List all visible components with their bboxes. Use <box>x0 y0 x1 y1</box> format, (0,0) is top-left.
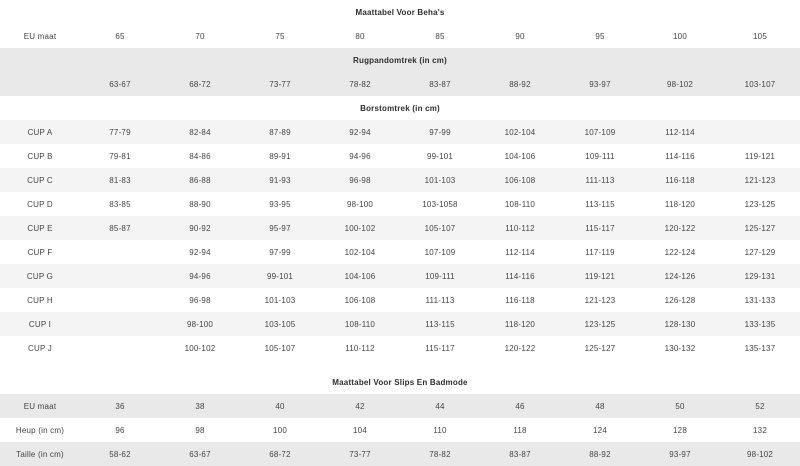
cup-value-cell: 102-104 <box>480 120 560 144</box>
cup-value-cell: 129-131 <box>720 264 800 288</box>
cup-value-cell: 111-113 <box>560 168 640 192</box>
cup-value-cell <box>80 240 160 264</box>
cup-value-cell: 115-117 <box>560 216 640 240</box>
cup-label: CUP H <box>0 288 80 312</box>
cup-value-cell: 97-99 <box>240 240 320 264</box>
waist-value-cell: 68-72 <box>240 442 320 466</box>
briefs-eu-size-cell: 38 <box>160 394 240 418</box>
cup-value-cell: 111-113 <box>400 288 480 312</box>
briefs-size-table <box>0 370 800 466</box>
cup-value-cell: 121-123 <box>560 288 640 312</box>
cup-value-cell: 98-100 <box>320 192 400 216</box>
cup-value-cell: 97-99 <box>400 120 480 144</box>
briefs-eu-size-cell: 40 <box>240 394 320 418</box>
cup-value-cell: 94-96 <box>160 264 240 288</box>
cup-value-cell: 101-103 <box>240 288 320 312</box>
cup-value-cell: 120-122 <box>480 336 560 360</box>
hip-value-cell: 124 <box>560 418 640 442</box>
bra-eu-size-cell: 70 <box>160 24 240 48</box>
bra-eu-size-cell: 75 <box>240 24 320 48</box>
cup-label: CUP F <box>0 240 80 264</box>
table-row <box>0 120 800 144</box>
cup-value-cell: 100-102 <box>320 216 400 240</box>
cup-value-cell: 110-112 <box>320 336 400 360</box>
bust-title: Borstomtrek (in cm) <box>0 96 800 120</box>
cup-value-cell: 114-116 <box>640 144 720 168</box>
band-value-cell: 78-82 <box>320 72 400 96</box>
hip-value-cell: 128 <box>640 418 720 442</box>
cup-value-cell: 99-101 <box>400 144 480 168</box>
band-value-cell: 73-77 <box>240 72 320 96</box>
waist-value-cell: 63-67 <box>160 442 240 466</box>
cup-label: CUP G <box>0 264 80 288</box>
bra-table-title-row <box>0 0 800 24</box>
table-separator <box>0 360 800 370</box>
band-value-cell: 63-67 <box>80 72 160 96</box>
cup-label: CUP E <box>0 216 80 240</box>
cup-value-cell: 125-127 <box>720 216 800 240</box>
hip-value-cell: 96 <box>80 418 160 442</box>
table-row <box>0 288 800 312</box>
cup-value-cell: 118-120 <box>480 312 560 336</box>
band-value-cell: 98-102 <box>640 72 720 96</box>
cup-label: CUP A <box>0 120 80 144</box>
waist-value-cell: 73-77 <box>320 442 400 466</box>
bra-eu-size-cell: 100 <box>640 24 720 48</box>
cup-value-cell: 118-120 <box>640 192 720 216</box>
cup-value-cell: 108-110 <box>320 312 400 336</box>
table-row <box>0 264 800 288</box>
cup-value-cell: 123-125 <box>720 192 800 216</box>
cup-value-cell: 116-118 <box>640 168 720 192</box>
hip-label: Heup (in cm) <box>0 418 80 442</box>
cup-value-cell: 94-96 <box>320 144 400 168</box>
waist-label: Taille (in cm) <box>0 442 80 466</box>
cup-value-cell: 127-129 <box>720 240 800 264</box>
cup-value-cell: 113-115 <box>560 192 640 216</box>
cup-value-cell: 133-135 <box>720 312 800 336</box>
waist-value-cell: 93-97 <box>640 442 720 466</box>
hip-value-cell: 100 <box>240 418 320 442</box>
waist-value-cell: 83-87 <box>480 442 560 466</box>
cup-value-cell: 122-124 <box>640 240 720 264</box>
table-row <box>0 312 800 336</box>
band-value-cell <box>0 72 80 96</box>
cup-value-cell: 98-100 <box>160 312 240 336</box>
cup-value-cell: 85-87 <box>80 216 160 240</box>
bra-eu-size-row <box>0 24 800 48</box>
cup-value-cell: 119-121 <box>560 264 640 288</box>
cup-value-cell: 92-94 <box>160 240 240 264</box>
bra-eu-size-cell: 105 <box>720 24 800 48</box>
cup-value-cell: 107-109 <box>400 240 480 264</box>
cup-value-cell: 124-126 <box>640 264 720 288</box>
cup-value-cell: 81-83 <box>80 168 160 192</box>
hip-value-cell: 98 <box>160 418 240 442</box>
cup-value-cell: 91-93 <box>240 168 320 192</box>
cup-value-cell: 110-112 <box>480 216 560 240</box>
band-value-cell: 83-87 <box>400 72 480 96</box>
briefs-eu-size-cell: 44 <box>400 394 480 418</box>
cup-value-cell: 109-111 <box>560 144 640 168</box>
cup-value-cell: 113-115 <box>400 312 480 336</box>
cup-value-cell: 99-101 <box>240 264 320 288</box>
hip-value-cell: 118 <box>480 418 560 442</box>
briefs-eu-size-cell: 48 <box>560 394 640 418</box>
cup-value-cell: 95-97 <box>240 216 320 240</box>
bra-table-title: Maattabel Voor Beha's <box>0 0 800 24</box>
hip-value-cell: 132 <box>720 418 800 442</box>
table-row <box>0 240 800 264</box>
cup-value-cell <box>80 288 160 312</box>
band-value-cell: 88-92 <box>480 72 560 96</box>
band-value-cell: 68-72 <box>160 72 240 96</box>
cup-value-cell: 131-133 <box>720 288 800 312</box>
briefs-table-title: Maattabel Voor Slips En Badmode <box>0 370 800 394</box>
cup-value-cell: 105-107 <box>400 216 480 240</box>
briefs-eu-size-cell: 46 <box>480 394 560 418</box>
table-row <box>0 192 800 216</box>
cup-value-cell <box>80 264 160 288</box>
bust-title-row <box>0 96 800 120</box>
cup-label: CUP J <box>0 336 80 360</box>
briefs-eu-size-cell: 52 <box>720 394 800 418</box>
briefs-eu-size-cell: 36 <box>80 394 160 418</box>
table-row <box>0 216 800 240</box>
cup-value-cell <box>80 336 160 360</box>
cup-value-cell: 84-86 <box>160 144 240 168</box>
cup-value-cell: 107-109 <box>560 120 640 144</box>
cup-value-cell: 103-105 <box>240 312 320 336</box>
cup-value-cell <box>80 312 160 336</box>
cup-label: CUP B <box>0 144 80 168</box>
cup-value-cell: 82-84 <box>160 120 240 144</box>
cup-value-cell: 93-95 <box>240 192 320 216</box>
cup-value-cell: 96-98 <box>160 288 240 312</box>
cup-value-cell: 88-90 <box>160 192 240 216</box>
cup-value-cell: 116-118 <box>480 288 560 312</box>
cup-value-cell: 119-121 <box>720 144 800 168</box>
cup-value-cell: 108-110 <box>480 192 560 216</box>
cup-value-cell: 100-102 <box>160 336 240 360</box>
cup-value-cell: 112-114 <box>480 240 560 264</box>
waist-row <box>0 442 800 466</box>
cup-label: CUP D <box>0 192 80 216</box>
briefs-table-title-row <box>0 370 800 394</box>
cup-value-cell: 92-94 <box>320 120 400 144</box>
bra-eu-size-cell: 80 <box>320 24 400 48</box>
cup-value-cell: 86-88 <box>160 168 240 192</box>
table-row <box>0 336 800 360</box>
cup-value-cell: 104-106 <box>320 264 400 288</box>
hip-value-cell: 104 <box>320 418 400 442</box>
cup-value-cell: 125-127 <box>560 336 640 360</box>
cup-value-cell: 77-79 <box>80 120 160 144</box>
band-value-cell: 93-97 <box>560 72 640 96</box>
band-title: Rugpandomtrek (in cm) <box>0 48 800 72</box>
cup-value-cell: 102-104 <box>320 240 400 264</box>
band-title-row <box>0 48 800 72</box>
cup-value-cell: 79-81 <box>80 144 160 168</box>
band-values-row <box>0 72 800 96</box>
briefs-eu-size-cell: 50 <box>640 394 720 418</box>
cup-value-cell: 101-103 <box>400 168 480 192</box>
bra-eu-size-cell: 90 <box>480 24 560 48</box>
hip-row <box>0 418 800 442</box>
waist-value-cell: 58-62 <box>80 442 160 466</box>
cup-value-cell: 109-111 <box>400 264 480 288</box>
table-row <box>0 144 800 168</box>
cup-value-cell: 128-130 <box>640 312 720 336</box>
bra-eu-size-cell: 65 <box>80 24 160 48</box>
band-value-cell: 103-107 <box>720 72 800 96</box>
waist-value-cell: 98-102 <box>720 442 800 466</box>
cup-value-cell <box>720 120 800 144</box>
cup-value-cell: 135-137 <box>720 336 800 360</box>
bra-eu-label: EU maat <box>0 24 80 48</box>
cup-value-cell: 106-108 <box>480 168 560 192</box>
cup-value-cell: 126-128 <box>640 288 720 312</box>
cup-value-cell: 130-132 <box>640 336 720 360</box>
cup-label: CUP C <box>0 168 80 192</box>
cup-value-cell: 106-108 <box>320 288 400 312</box>
cup-value-cell: 104-106 <box>480 144 560 168</box>
briefs-eu-size-cell: 42 <box>320 394 400 418</box>
cup-value-cell: 117-119 <box>560 240 640 264</box>
waist-value-cell: 78-82 <box>400 442 480 466</box>
table-row <box>0 168 800 192</box>
cup-value-cell: 105-107 <box>240 336 320 360</box>
cup-value-cell: 112-114 <box>640 120 720 144</box>
hip-value-cell: 110 <box>400 418 480 442</box>
cup-value-cell: 114-116 <box>480 264 560 288</box>
cup-value-cell: 103-1058 <box>400 192 480 216</box>
cup-value-cell: 120-122 <box>640 216 720 240</box>
waist-value-cell: 88-92 <box>560 442 640 466</box>
cup-value-cell: 90-92 <box>160 216 240 240</box>
cup-value-cell: 96-98 <box>320 168 400 192</box>
bra-eu-size-cell: 95 <box>560 24 640 48</box>
bra-eu-size-cell: 85 <box>400 24 480 48</box>
cup-value-cell: 87-89 <box>240 120 320 144</box>
briefs-eu-label: EU maat <box>0 394 80 418</box>
cup-value-cell: 89-91 <box>240 144 320 168</box>
cup-label: CUP I <box>0 312 80 336</box>
briefs-eu-size-row <box>0 394 800 418</box>
cup-value-cell: 123-125 <box>560 312 640 336</box>
cup-value-cell: 121-123 <box>720 168 800 192</box>
cup-value-cell: 83-85 <box>80 192 160 216</box>
cup-value-cell: 115-117 <box>400 336 480 360</box>
